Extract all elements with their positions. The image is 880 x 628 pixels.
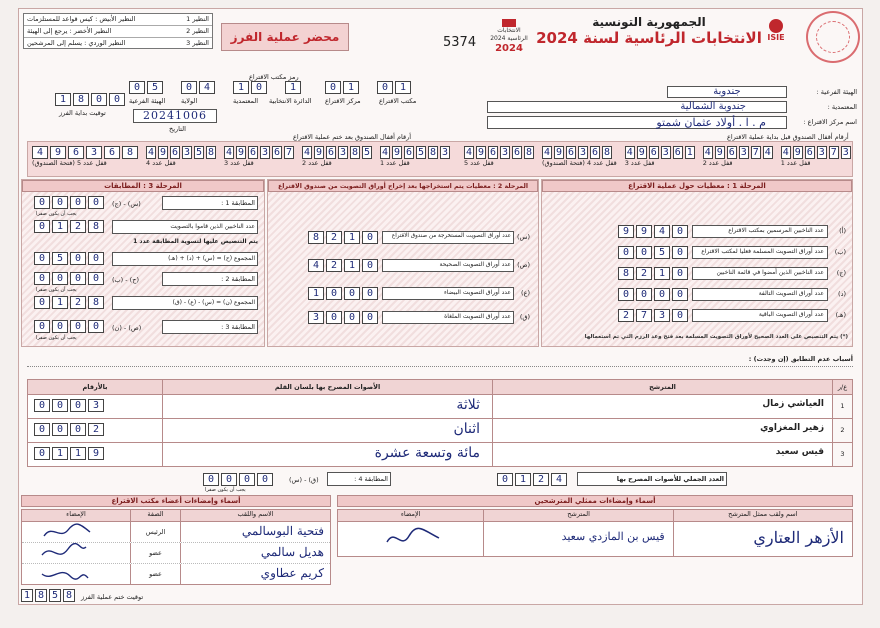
code-label: الدائرة الانتخابية bbox=[269, 97, 312, 105]
code-label: مكتب الاقتراع bbox=[379, 97, 417, 105]
row-digits: 0 1 2 8 bbox=[618, 267, 688, 280]
row-label: عدد أوراق التصويت التالفة bbox=[692, 288, 828, 301]
seal-digits: 4 9 6 3 7 3 bbox=[782, 147, 849, 158]
stage2-row bbox=[276, 228, 530, 246]
m4-digits: 0 0 0 0 bbox=[203, 473, 273, 486]
seal-item bbox=[542, 146, 617, 167]
member-signature bbox=[22, 543, 130, 563]
m3-digits: 0 0 0 0 bbox=[34, 320, 104, 333]
code-label: مركز الاقتراع bbox=[325, 97, 361, 105]
m4-label: المطابقة 4 : bbox=[327, 472, 391, 486]
stage1-row bbox=[548, 285, 846, 303]
col-votes-words: الأصوات المصرح بها بلسان القلم bbox=[162, 380, 492, 394]
seal-label: قفل عدد 2 bbox=[702, 159, 733, 167]
seals-after bbox=[32, 146, 450, 167]
row-label: عدد أوراق التصويت البيضاء bbox=[382, 287, 514, 300]
copy-code: النظير 2 bbox=[186, 27, 209, 35]
seals-before bbox=[464, 146, 851, 167]
seal-label: قفل عدد 5 bbox=[464, 159, 494, 167]
code-label: المعتمدية bbox=[233, 97, 259, 105]
m3-label: المطابقة 3 : bbox=[162, 320, 258, 334]
code-sub-authority: 0 5 bbox=[129, 81, 163, 94]
discrepancy-label: أسباب عدم التطابق (إن وجدت) : bbox=[748, 355, 853, 363]
stage1-note: (*) يتم التنصيص على العدد الصحيح لأوراق التصويت المسلمة بعد فتح وعد الرزم التي تم استعمالها bbox=[584, 334, 848, 340]
table-row bbox=[27, 443, 853, 467]
row-code: (ق) bbox=[519, 313, 530, 321]
votes-words: اثنان bbox=[162, 419, 492, 442]
member-name: فتحية البوسالمي bbox=[180, 522, 330, 542]
total-label: العدد الجملي للأصوات المصرح بها bbox=[577, 472, 727, 486]
m3-formula: (ن) - (ص) bbox=[112, 324, 142, 332]
logo-mark-icon bbox=[502, 19, 516, 27]
table-row bbox=[27, 395, 853, 419]
code-label: الولاية bbox=[181, 97, 198, 105]
member-name: كريم عطاوي bbox=[180, 564, 330, 585]
row-code: (س) bbox=[516, 233, 530, 241]
seal-digits: 4 9 6 3 8 5 bbox=[303, 147, 371, 158]
code-district: 1 bbox=[285, 81, 301, 94]
row-digits: 0 4 9 9 bbox=[618, 225, 688, 238]
m1-formula: (ج) - (س) bbox=[112, 200, 141, 208]
voted-digits: 0 1 2 8 bbox=[34, 220, 104, 233]
rep-candidate: قيس بن المازدي سعيد bbox=[483, 522, 672, 556]
col-member-name: الاسم واللقب bbox=[180, 510, 330, 521]
seal-digits: 4 9 6 3 6 8 bbox=[465, 147, 533, 158]
copy-text: النظير الأخضر : يرجع إلى الهيئة bbox=[27, 27, 112, 35]
sum2-label: المجموع (ن) = (س) - (ع) - (ق) bbox=[112, 296, 258, 310]
seal-digits: 4 9 6 3 7 4 bbox=[704, 147, 771, 158]
election-title: الانتخابات الرئاسية لسنة 2024 bbox=[536, 29, 762, 47]
stage3-note: يتم التنصيص عليها لتسوية المطابقة عدد 1 bbox=[133, 238, 258, 245]
seals-after-label: أرقام أقفال الصندوق بعد ختم عملية الاقتراع bbox=[293, 133, 412, 141]
doc-number: 5374 bbox=[443, 35, 477, 50]
m2-formula: (ب) - (ح) bbox=[112, 276, 139, 284]
votes-digits: 0 0 0 3 bbox=[28, 395, 162, 418]
row-digits: 0 0 0 0 bbox=[618, 288, 688, 301]
seal-item bbox=[32, 146, 138, 167]
sum1-label: المجموع (ح) = (س) + (د) + (هـ) bbox=[112, 252, 258, 266]
code-label: الهيئة الفرعية bbox=[129, 97, 166, 105]
members-table bbox=[21, 509, 331, 585]
date-label: التاريخ bbox=[169, 125, 186, 133]
stage2-row bbox=[276, 256, 530, 274]
col-rep-name: اسم ولقب ممثل المترشح bbox=[673, 510, 852, 521]
sum2-digits: 0 1 2 8 bbox=[34, 296, 104, 309]
code-office: 0 1 bbox=[377, 81, 411, 94]
col-member-role: الصفة bbox=[130, 510, 180, 521]
row-digits: 0 0 0 1 bbox=[308, 287, 378, 300]
stage3-title: المرحلة 3 : المطابقات bbox=[22, 180, 264, 192]
votes-words: مائة وتسعة عشرة bbox=[162, 443, 492, 466]
title-block bbox=[529, 15, 769, 47]
row-digits: 0 5 0 0 bbox=[618, 246, 688, 259]
isie-text: ISIE bbox=[767, 33, 785, 42]
stage1-panel bbox=[541, 179, 853, 347]
seals-strip bbox=[27, 141, 853, 177]
form-sheet bbox=[18, 8, 863, 605]
member-row bbox=[22, 543, 330, 564]
candidate-name: قيس سعيد bbox=[492, 443, 832, 466]
m2-note: يجب أن يكون صفرا bbox=[36, 287, 77, 293]
member-role: عضو bbox=[130, 564, 180, 585]
seal-item bbox=[703, 146, 773, 167]
code-governorate: 0 4 bbox=[181, 81, 215, 94]
col-votes-digits: بالأرقام bbox=[82, 383, 108, 391]
row-digits: 0 3 7 2 bbox=[618, 309, 688, 322]
copies-table bbox=[23, 13, 213, 49]
table-row bbox=[27, 419, 853, 443]
stage2-row bbox=[276, 308, 530, 326]
m2-label: المطابقة 2 : bbox=[162, 272, 258, 286]
seal-digits: 4 9 6 3 5 8 bbox=[147, 147, 215, 158]
sum1-digits: 0 5 0 0 bbox=[34, 252, 104, 265]
logo-year: 2024 bbox=[495, 43, 523, 54]
copy-code: النظير 1 bbox=[186, 15, 209, 23]
member-role: عضو bbox=[130, 543, 180, 563]
votes-words: ثلاثة bbox=[162, 395, 492, 418]
seal-label: قفل عدد 2 bbox=[302, 159, 332, 167]
seal-item bbox=[302, 146, 372, 167]
copy-code: النظير 3 bbox=[186, 39, 209, 47]
row-code: (أ) bbox=[839, 227, 846, 235]
member-signature bbox=[22, 522, 130, 542]
seal-item bbox=[781, 146, 851, 167]
seal-label: قفل عدد 4 (فتحة الصندوق) bbox=[542, 159, 617, 167]
seal-label: قفل عدد 1 bbox=[780, 159, 811, 167]
end-time: 1 8 5 8 bbox=[21, 589, 75, 602]
member-role: الرئيس bbox=[130, 522, 180, 542]
stage2-row bbox=[276, 284, 530, 302]
rep-name: الأزهر العتاري bbox=[673, 522, 852, 556]
start-time: 1 8 0 0 bbox=[55, 93, 125, 106]
m1-note: يجب أن يكون صفرا bbox=[36, 211, 77, 217]
seal-item bbox=[464, 146, 534, 167]
stage1-row bbox=[548, 243, 846, 261]
m1-digits: 0 0 0 0 bbox=[34, 196, 104, 209]
seal-label: قفل عدد 4 bbox=[146, 159, 176, 167]
code-center: 0 1 bbox=[325, 81, 359, 94]
seals-before-label: أرقام أقفال الصندوق قبل بداية عملية الاقتراع bbox=[727, 133, 849, 141]
seal-label: قفل عدد 1 bbox=[380, 159, 410, 167]
seal-label: قفل عدد 3 bbox=[224, 159, 254, 167]
election-logo bbox=[489, 19, 529, 63]
code-delegation: 1 0 bbox=[233, 81, 267, 94]
votes-digits: 0 0 0 2 bbox=[28, 419, 162, 442]
member-row bbox=[22, 522, 330, 543]
center-value: م . ا . أولاد عثمان شمتو bbox=[487, 116, 787, 129]
row-code: (د) bbox=[838, 290, 846, 298]
date-field: 20241006 bbox=[133, 109, 217, 123]
seal-label: قفل عدد 5 (فتحة الصندوق) bbox=[32, 159, 107, 167]
row-label: عدد الناخبين المرسمين بمكتب الاقتراع bbox=[692, 225, 828, 238]
row-code: (ج) bbox=[836, 269, 846, 277]
m3-note: يجب أن يكون صفرا bbox=[36, 335, 77, 341]
delegation-label: المعتمدية : bbox=[827, 103, 857, 111]
seal-item bbox=[146, 146, 216, 167]
m4-note: يجب أن يكون صفرا bbox=[205, 487, 246, 493]
row-code: (ص) bbox=[517, 261, 530, 269]
totals-row bbox=[27, 471, 853, 491]
stamp-seal bbox=[806, 11, 860, 63]
seal-item bbox=[224, 146, 294, 167]
codes-row bbox=[129, 81, 429, 111]
start-time-label: توقيت بداية الفرز bbox=[59, 109, 106, 117]
m4-formula: (س) - (ق) bbox=[289, 476, 319, 484]
votes-digits: 0 1 1 9 bbox=[28, 443, 162, 466]
logo-text: الانتخابات الرئاسية 2024 bbox=[490, 27, 528, 42]
copy-text: النظير الأبيض : كيس قواعد للمستلزمات bbox=[27, 15, 136, 23]
row-num: 1 bbox=[832, 395, 852, 418]
col-member-sign: الإمضاء bbox=[66, 510, 86, 518]
signature-icon bbox=[40, 564, 90, 584]
row-digits: 0 0 0 3 bbox=[308, 311, 378, 324]
seal-item bbox=[380, 146, 450, 167]
seal-item bbox=[625, 146, 695, 167]
signature-icon bbox=[383, 524, 443, 552]
total-digits: 0 1 2 4 bbox=[497, 473, 567, 486]
delegation-value: جندوبة الشمالية bbox=[487, 101, 787, 113]
seal-digits: 4 9 6 3 6 7 bbox=[225, 147, 293, 158]
row-label: عدد أوراق التصويت الباقية bbox=[692, 309, 828, 322]
row-code: (هـ) bbox=[835, 311, 846, 319]
row-code: (ب) bbox=[834, 248, 846, 256]
seal-digits: 4 9 6 3 6 8 bbox=[32, 146, 138, 159]
row-num: 3 bbox=[832, 443, 852, 466]
member-name: هديل سالمي bbox=[180, 543, 330, 563]
rep-signature bbox=[338, 522, 483, 556]
copy-text: النظير الوردي : يسلم إلى المرشحين bbox=[27, 39, 126, 47]
stage1-row bbox=[548, 222, 846, 240]
sub-authority-label: الهيئة الفرعية : bbox=[816, 88, 857, 96]
row-label: عدد أوراق التصويت المستخرجة من صندوق الاقتراع bbox=[382, 231, 514, 244]
stage2-panel bbox=[267, 179, 539, 347]
seal-digits: 4 9 6 3 6 1 bbox=[626, 147, 693, 158]
location-names bbox=[449, 85, 857, 131]
end-time-label: توقيت ختم عملية الفرز bbox=[81, 593, 144, 601]
row-label: عدد الناخبين الذين أمضوا في قائمة الناخبين bbox=[692, 267, 828, 280]
seal-label: قفل عدد 3 bbox=[624, 159, 655, 167]
stage3-panel bbox=[21, 179, 265, 347]
row-digits: 0 1 2 4 bbox=[308, 259, 378, 272]
row-code: (ع) bbox=[521, 289, 530, 297]
row-digits: 0 1 2 8 bbox=[308, 231, 378, 244]
row-label: عدد أوراق التصويت الصحيحة bbox=[382, 259, 514, 272]
center-label: اسم مركز الاقتراع : bbox=[803, 118, 857, 126]
stage1-title: المرحلة 1 : معطيات حول عملية الاقتراع bbox=[542, 180, 852, 192]
reps-table bbox=[337, 509, 853, 557]
sub-authority-value: جندوبة bbox=[667, 86, 787, 98]
member-signature bbox=[22, 564, 130, 585]
stage1-row bbox=[548, 306, 846, 324]
row-label: عدد أوراق التصويت المسلمة فعليا لمكتب الاقتراع bbox=[692, 246, 828, 259]
codes-label: رمز مكتب الاقتراع bbox=[249, 73, 299, 81]
signature-icon bbox=[42, 522, 92, 542]
members-title: أسماء وإمضاءات أعضاء مكتب الاقتراع bbox=[21, 495, 331, 507]
seal-digits: 4 9 6 5 8 3 bbox=[381, 147, 449, 158]
stage1-row bbox=[548, 264, 846, 282]
row-label: عدد أوراق التصويت الملغاة bbox=[382, 311, 514, 324]
voted-label: عدد الناخبين الذين قاموا بالتصويت bbox=[112, 220, 258, 234]
seal-digits: 4 9 6 3 6 8 bbox=[543, 147, 611, 158]
results-table bbox=[27, 379, 853, 493]
isie-logo bbox=[754, 19, 798, 55]
results-header bbox=[27, 379, 853, 395]
col-num: ع/ر bbox=[832, 380, 852, 394]
col-candidate: المترشح bbox=[492, 380, 832, 394]
member-row bbox=[22, 564, 330, 585]
m2-digits: 0 0 0 0 bbox=[34, 272, 104, 285]
col-rep-sign: الإمضاء bbox=[400, 510, 421, 518]
flag-icon bbox=[769, 19, 783, 33]
discrepancy-line bbox=[27, 355, 853, 367]
stage2-rows bbox=[268, 192, 538, 326]
candidate-name: العياشي زمال bbox=[492, 395, 832, 418]
signature-icon bbox=[38, 543, 88, 563]
members-title-box bbox=[21, 495, 331, 509]
reps-title: أسماء وإمضاءات ممثلي المترشحين bbox=[337, 495, 853, 507]
m1-label: المطابقة 1 : bbox=[162, 196, 258, 210]
col-rep-candidate: المترشح bbox=[483, 510, 672, 521]
stage1-rows bbox=[542, 192, 852, 324]
stage2-title: المرحلة 2 : معطيات يتم استخراجها بعد إخراج أوراق التصويت من صندوق الاقتراع bbox=[268, 180, 538, 192]
candidate-name: زهير المغزاوي bbox=[492, 419, 832, 442]
country-name: الجمهورية التونسية bbox=[592, 15, 706, 29]
reps-title-box bbox=[337, 495, 853, 509]
form-title: محضر عملية الفرز bbox=[221, 23, 349, 51]
row-num: 2 bbox=[832, 419, 852, 442]
